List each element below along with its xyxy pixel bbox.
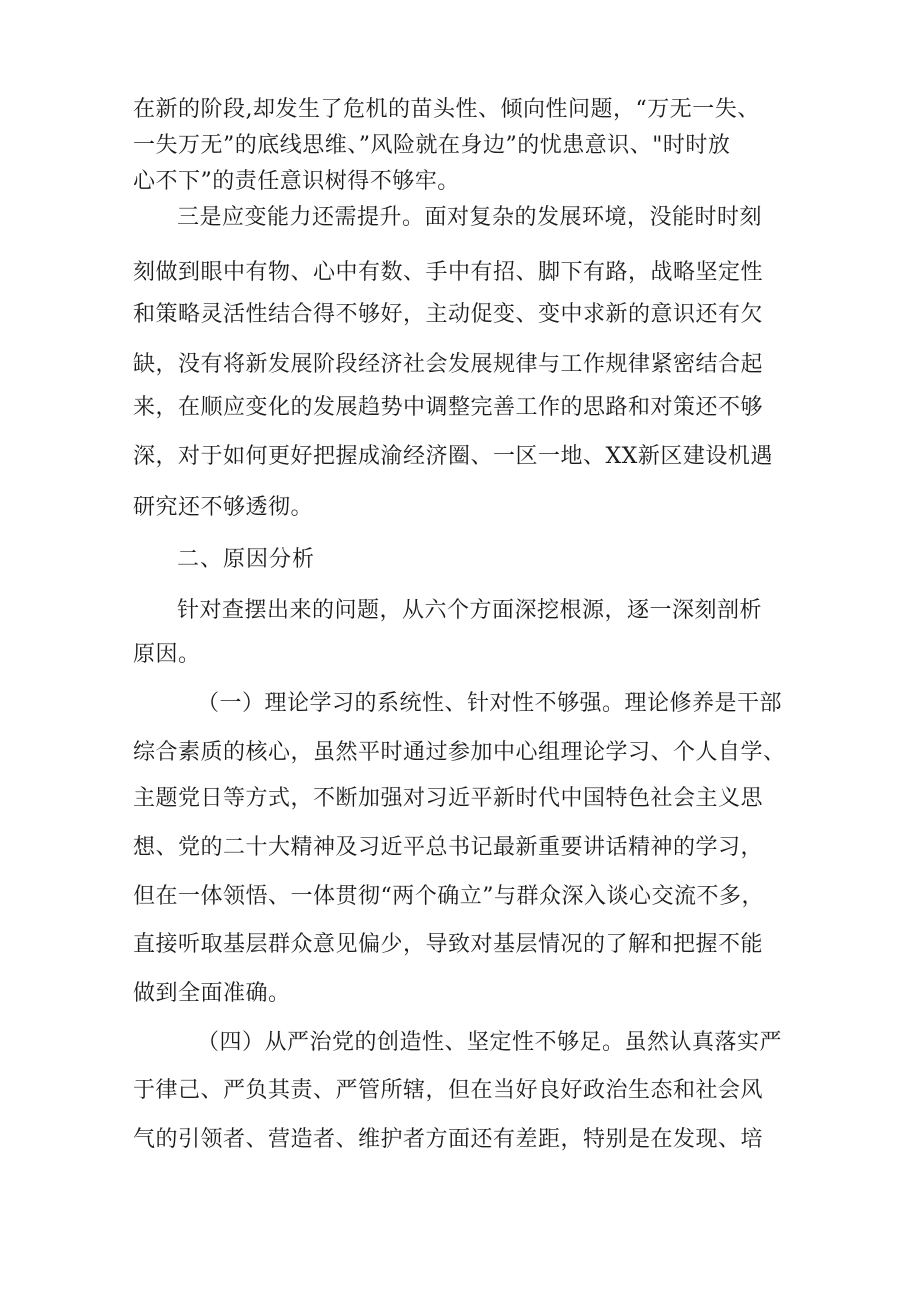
paragraph-4-line-7: 做到全面准确。: [133, 981, 291, 1006]
paragraph-4-line-5: 但在一体领悟、一体贯彻“两个确立”与群众深入谈心交流不多，: [133, 884, 764, 909]
paragraph-4-line-4: 想、党的二十大精神及习近平总书记最新重要讲话精神的学习，: [133, 835, 764, 860]
paragraph-2-line-3: 和策略灵活性结合得不够好，主动促变、变中求新的意识还有欠: [133, 302, 764, 327]
paragraph-1-line-3: 心不下”的责任意识树得不够牢。: [133, 169, 460, 194]
paragraph-4-line-3: 主题党日等方式，不断加强对习近平新时代中国特色社会主义思: [133, 786, 764, 811]
paragraph-5-line-1: （四）从严治党的创造性、坚定性不够足。虽然认真落实严: [197, 1030, 783, 1055]
paragraph-2-line-5: 来，在顺应变化的发展趋势中调整完善工作的思路和对策还不够: [133, 395, 764, 420]
paragraph-1-line-1: 在新的阶段,却发生了危机的苗头性、倾向性问题，“万无一失、: [133, 97, 760, 122]
paragraph-4-line-2: 综合素质的核心，虽然平时通过参加中心组理论学习、个人自学、: [133, 740, 786, 765]
paragraph-2-line-4: 缺，没有将新发展阶段经济社会发展规律与工作规律紧密结合起: [133, 352, 764, 377]
paragraph-1-line-2: 一失万无”的底线思维、”风险就在身边”的忧患意识、"时时放: [133, 133, 731, 158]
paragraph-2-line-2: 刻做到眼中有物、心中有数、手中有招、脚下有路，战略坚定性: [133, 260, 764, 285]
paragraph-3-line-1: 针对查摆出来的问题，从六个方面深挖根源，逐一深刻剖析: [177, 598, 763, 623]
section-heading: 二、原因分析: [177, 547, 316, 572]
paragraph-4-line-6: 直接听取基层群众意见偏少，导致对基层情况的了解和把握不能: [133, 932, 764, 957]
paragraph-2-line-6: 深，对于如何更好把握成渝经济圈、一区一地、XX新区建设机遇: [133, 444, 773, 469]
paragraph-5-line-2: 于律己、严负其责、严管所辖，但在当好良好政治生态和社会风: [133, 1078, 764, 1103]
paragraph-2-line-7: 研究还不够透彻。: [133, 495, 314, 520]
paragraph-4-line-1: （一）理论学习的系统性、针对性不够强。理论修养是干部: [197, 691, 783, 716]
paragraph-3-line-2: 原因。: [133, 642, 201, 667]
paragraph-5-line-3: 气的引领者、营造者、维护者方面还有差距，特别是在发现、培: [133, 1127, 764, 1152]
paragraph-2-line-1: 三是应变能力还需提升。面对复杂的发展环境，没能时时刻: [177, 205, 763, 230]
